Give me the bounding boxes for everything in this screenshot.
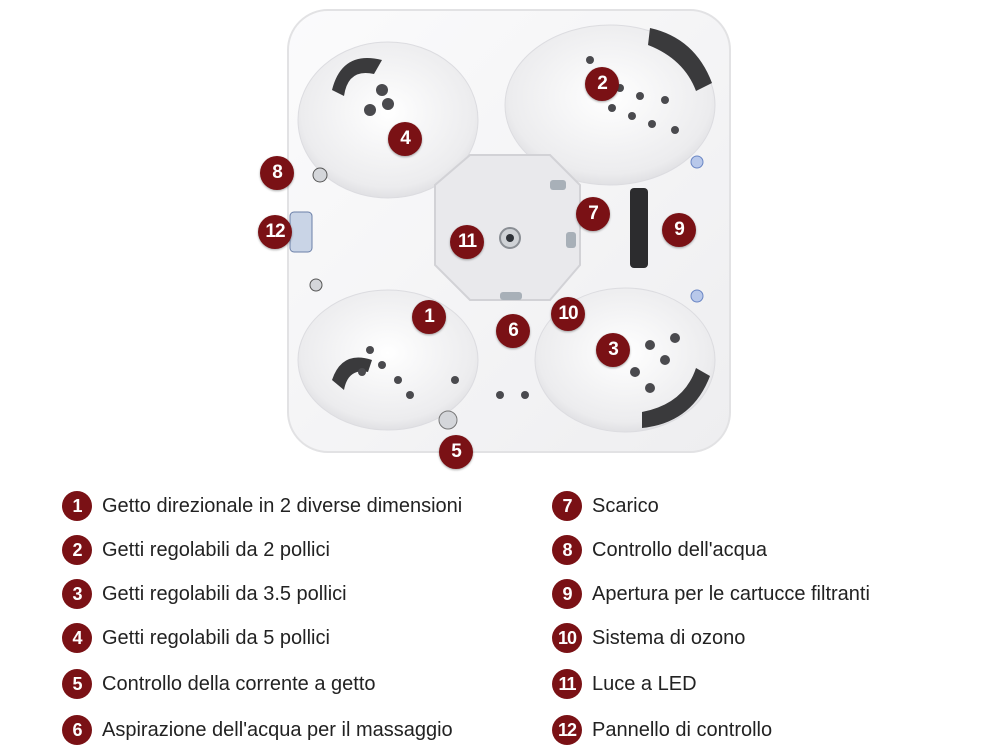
marker-4: 4: [388, 122, 422, 156]
legend-item-9: [552, 576, 870, 612]
marker-11: 11: [450, 225, 484, 259]
legend-number: 9: [552, 579, 582, 609]
legend-label: Controllo dell'acqua: [592, 538, 768, 561]
legend-item-2: [62, 532, 330, 568]
legend-label: Getti regolabili da 3.5 pollici: [102, 582, 347, 605]
legend-number: 6: [62, 715, 92, 745]
filter-opening: [630, 188, 648, 268]
legend-number: 8: [552, 535, 582, 565]
marker-3: 3: [596, 333, 630, 367]
marker-8: 8: [260, 156, 294, 190]
legend-number: 7: [552, 491, 582, 521]
legend-item-5: [62, 666, 376, 702]
legend-item-7: [552, 488, 659, 524]
control-panel-shape: [290, 212, 312, 252]
marker-10: 10: [551, 297, 585, 331]
legend-item-10: [552, 620, 745, 656]
legend-label: Aspirazione dell'acqua per il massaggio: [102, 718, 453, 741]
legend-label: Scarico: [592, 494, 659, 517]
marker-9: 9: [662, 213, 696, 247]
legend-item-6: [62, 712, 453, 748]
legend-number: 2: [62, 535, 92, 565]
marker-12: 12: [258, 215, 292, 249]
legend-item-12: [552, 712, 772, 748]
legend-item-1: [62, 488, 462, 524]
legend-item-8: [552, 532, 767, 568]
legend-number: 12: [552, 715, 582, 745]
legend-number: 5: [62, 669, 92, 699]
legend-number: 11: [552, 669, 582, 699]
marker-2: 2: [585, 67, 619, 101]
marker-6: 6: [496, 314, 530, 348]
legend-label: Getto direzionale in 2 diverse dimensioni: [102, 494, 463, 517]
legend-label: Sistema di ozono: [592, 626, 746, 649]
seat-bottom-left: [298, 290, 478, 430]
legend-label: Controllo della corrente a getto: [102, 672, 376, 695]
marker-1: 1: [412, 300, 446, 334]
legend-number: 10: [552, 623, 582, 653]
legend-label: Getti regolabili da 2 pollici: [102, 538, 330, 561]
legend-item-3: [62, 576, 347, 612]
legend-label: Apertura per le cartucce filtranti: [592, 582, 870, 605]
legend-number: 3: [62, 579, 92, 609]
marker-5: 5: [439, 435, 473, 469]
legend-number: 1: [62, 491, 92, 521]
legend-item-4: [62, 620, 330, 656]
legend-number: 4: [62, 623, 92, 653]
legend-label: Luce a LED: [592, 672, 697, 695]
legend-label: Pannello di controllo: [592, 718, 773, 741]
legend-label: Getti regolabili da 5 pollici: [102, 626, 330, 649]
legend-item-11: [552, 666, 697, 702]
marker-7: 7: [576, 197, 610, 231]
